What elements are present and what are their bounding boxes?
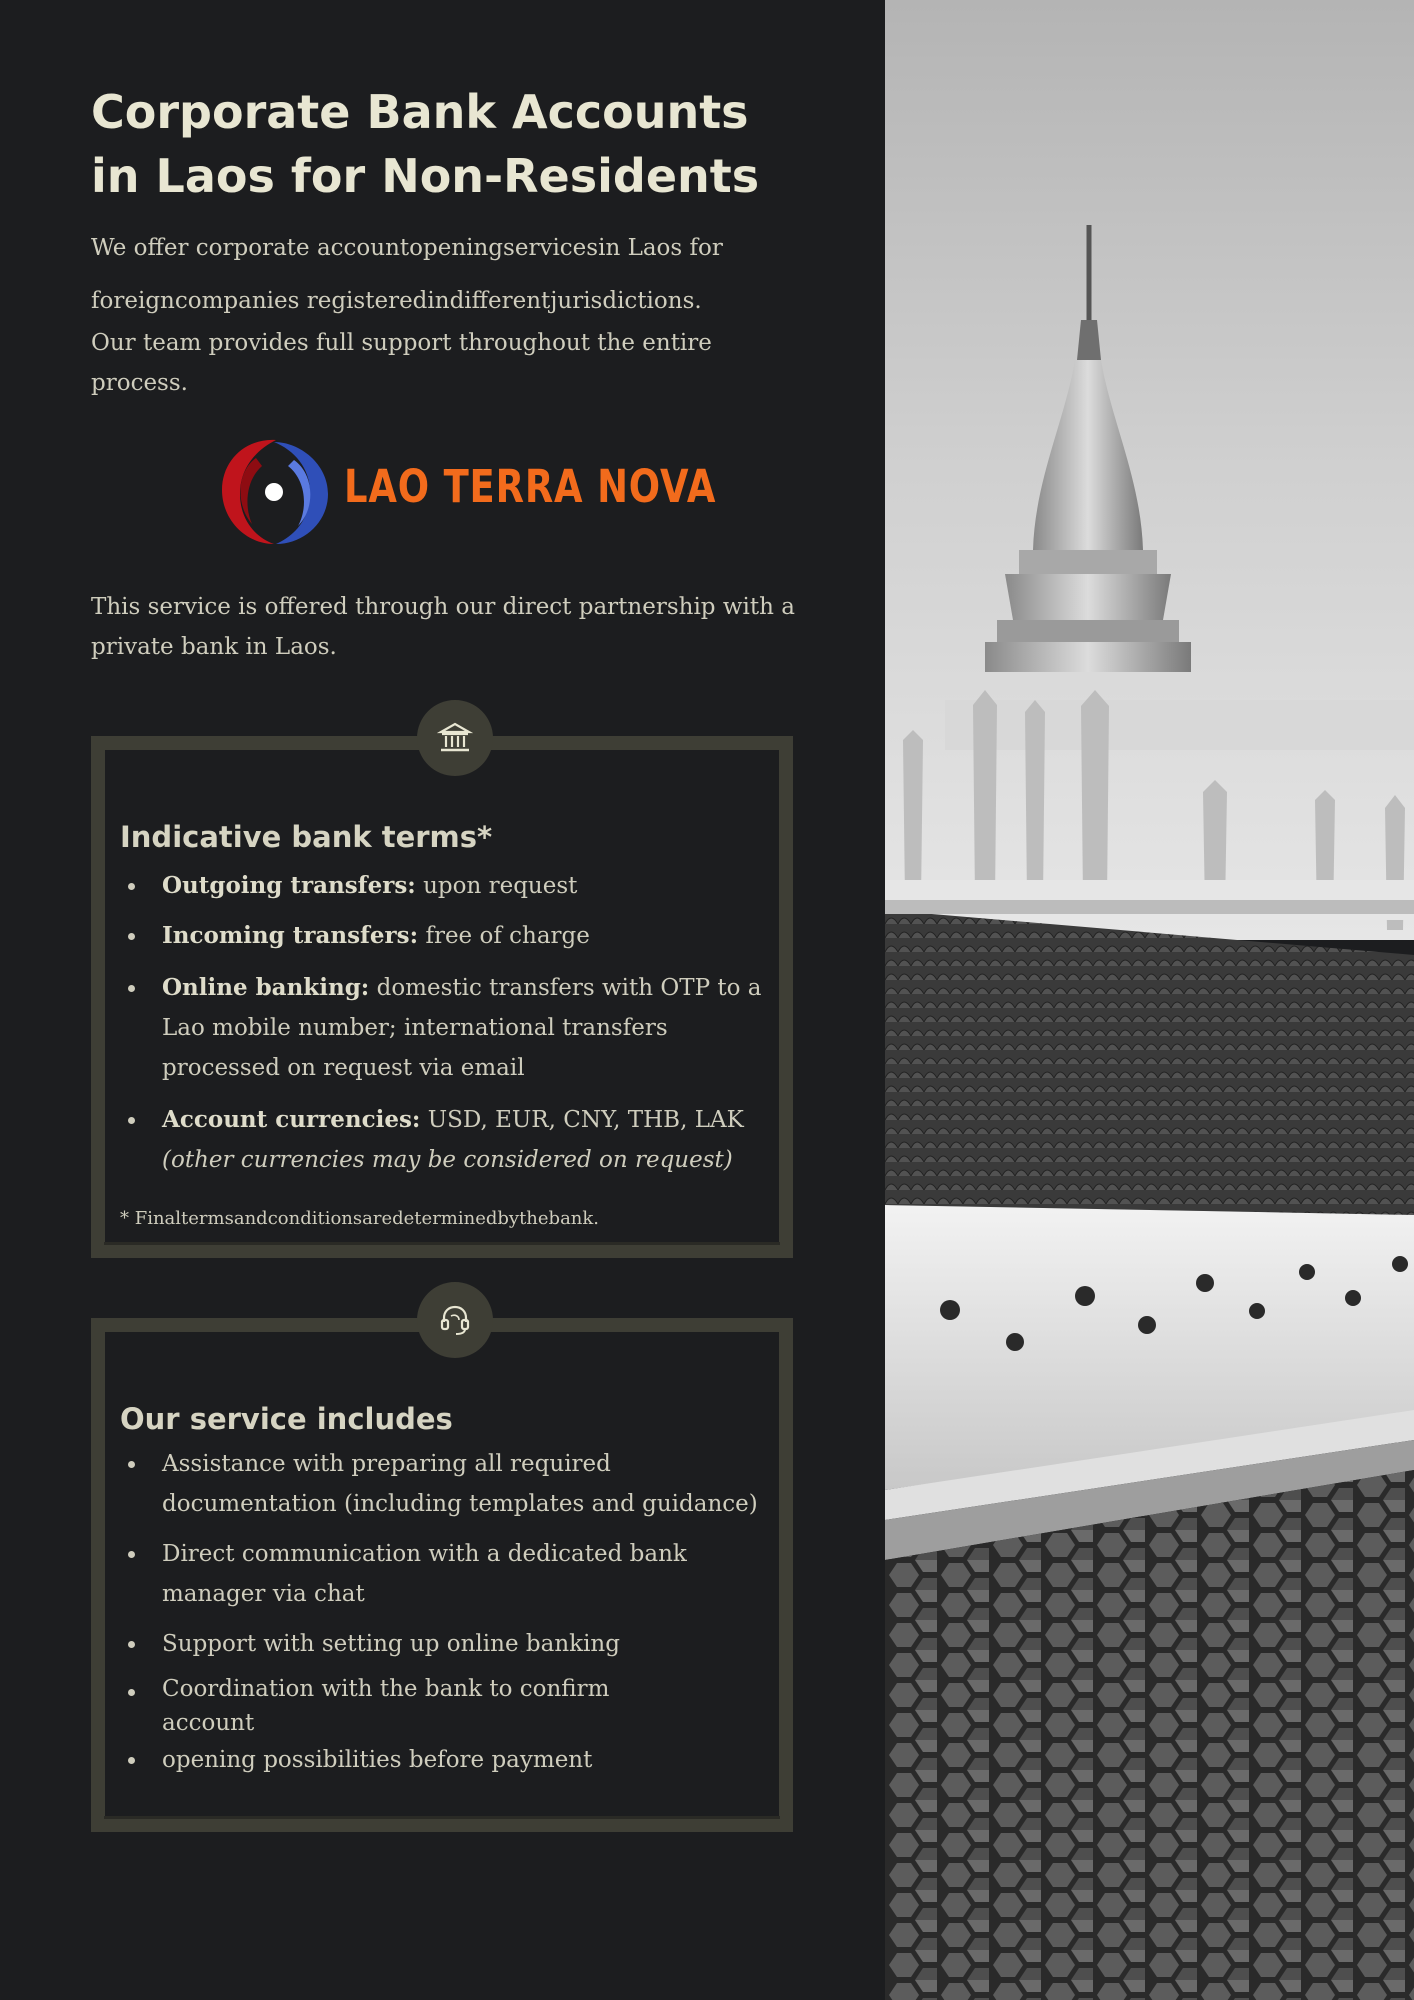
that-luang-stupa-image bbox=[885, 0, 1414, 2000]
headset-icon-badge bbox=[417, 1282, 493, 1358]
intro-line-2: foreigncompanies registeredindifferentjurisdictions. bbox=[91, 288, 702, 314]
swirl-logo-icon bbox=[216, 434, 334, 550]
list-item: Incoming transfers: free of charge bbox=[120, 916, 779, 956]
logo-wordmark: LAO TERRA NOVA bbox=[344, 460, 717, 513]
lao-terra-nova-logo bbox=[216, 434, 717, 550]
bank-terms-footnote: * Finaltermsandconditionsaredeterminedbythebank. bbox=[120, 1208, 600, 1229]
partnership-text: This service is offered through our direct partnership with a private bank in Laos. bbox=[91, 594, 795, 660]
currency-note: (other currencies may be considered on request) bbox=[162, 1147, 733, 1173]
services-card bbox=[91, 1318, 793, 1832]
intro-line-3: Our team provides full support throughout the entire process. bbox=[91, 330, 712, 396]
list-item: Direct communication with a dedicated bank manager via chat bbox=[120, 1534, 779, 1614]
list-item: Coordination with the bank to confirm account bbox=[120, 1672, 779, 1740]
list-item: Account currencies: USD, EUR, CNY, THB, LAK (other currencies may be considered on request) bbox=[120, 1100, 779, 1180]
list-item: Online banking: domestic transfers with OTP to a Lao mobile number; international transfers processed on request via email bbox=[120, 968, 779, 1088]
list-item: Support with setting up online banking bbox=[120, 1624, 779, 1664]
bank-terms-list bbox=[120, 866, 779, 1180]
bank-terms-heading: Indicative bank terms* bbox=[120, 820, 493, 854]
list-item: Outgoing transfers: upon request bbox=[120, 866, 779, 906]
bank-icon-badge bbox=[417, 700, 493, 776]
services-heading: Our service includes bbox=[120, 1402, 453, 1436]
list-item-continuation: opening possibilities before payment bbox=[120, 1740, 779, 1780]
list-item: Assistance with preparing all required documentation (including templates and guidance) bbox=[120, 1444, 779, 1524]
stupa-photo bbox=[885, 0, 1414, 2000]
headset-icon bbox=[437, 1302, 473, 1338]
page-title: Corporate Bank Accounts in Laos for Non-Residents bbox=[91, 85, 760, 203]
services-list bbox=[120, 1444, 779, 1780]
bank-terms-card bbox=[91, 736, 793, 1258]
bank-icon bbox=[437, 720, 473, 756]
intro-line-1: We offer corporate accountopeningservicesin Laos for bbox=[91, 235, 723, 261]
